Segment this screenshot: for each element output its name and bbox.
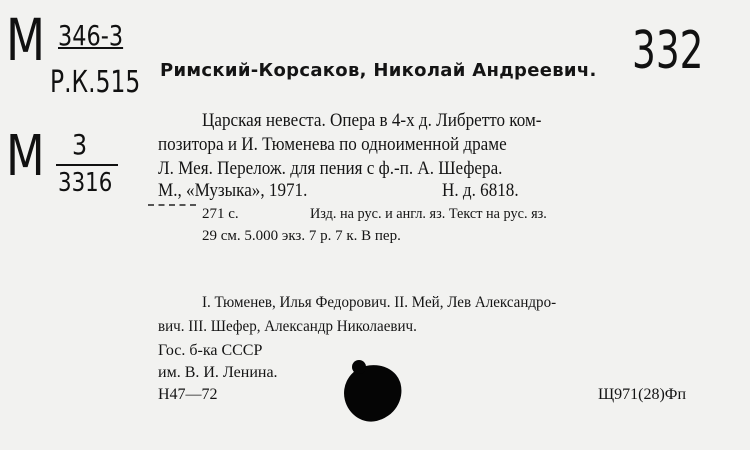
dash-mark bbox=[148, 204, 196, 206]
call-number-top-sub: Р.К.515 bbox=[50, 65, 141, 100]
corner-number: 332 bbox=[632, 21, 704, 81]
format-line: 29 см. 5.000 экз. 7 р. 7 к. В пер. bbox=[202, 228, 401, 244]
title-line-2: позитора и И. Тюменева по одноименной драме bbox=[158, 134, 507, 155]
tracing-line-2: вич. III. Шефер, Александр Николаевич. bbox=[158, 318, 417, 335]
call-number-bottom: 3 bbox=[72, 128, 88, 161]
call-number-divider bbox=[56, 164, 118, 166]
card-code-right: Щ971(28)Фп bbox=[598, 386, 686, 403]
author-heading: Римский-Корсаков, Николай Андреевич. bbox=[160, 60, 597, 81]
call-number-top: 346-3 bbox=[58, 19, 124, 52]
library-line-2: им. В. И. Ленина. bbox=[158, 364, 278, 381]
call-number-bottom-sub: 3316 bbox=[58, 168, 113, 198]
call-letter-top: М bbox=[6, 6, 46, 74]
call-letter-bottom: М bbox=[6, 124, 45, 189]
tracing-line-1: I. Тюменев, Илья Федорович. II. Мей, Лев Александро- bbox=[202, 294, 557, 311]
imprint-place-year: М., «Музыка», 1971. bbox=[158, 180, 308, 201]
imprint-number: Н. д. 6818. bbox=[442, 180, 519, 201]
card-code-left: Н47—72 bbox=[158, 386, 218, 403]
pages: 271 с. bbox=[202, 206, 239, 222]
title-line-1: Царская невеста. Опера в 4-х д. Либретто ком- bbox=[202, 110, 542, 131]
library-line-1: Гос. б-ка СССР bbox=[158, 342, 263, 359]
title-line-3: Л. Мея. Перелож. для пения с ф.-п. А. Шефера. bbox=[158, 158, 503, 179]
ink-blot bbox=[338, 359, 408, 427]
ink-blot-drop bbox=[352, 360, 366, 374]
edition-note: Изд. на рус. и англ. яз. Текст на рус. яз. bbox=[310, 206, 547, 222]
